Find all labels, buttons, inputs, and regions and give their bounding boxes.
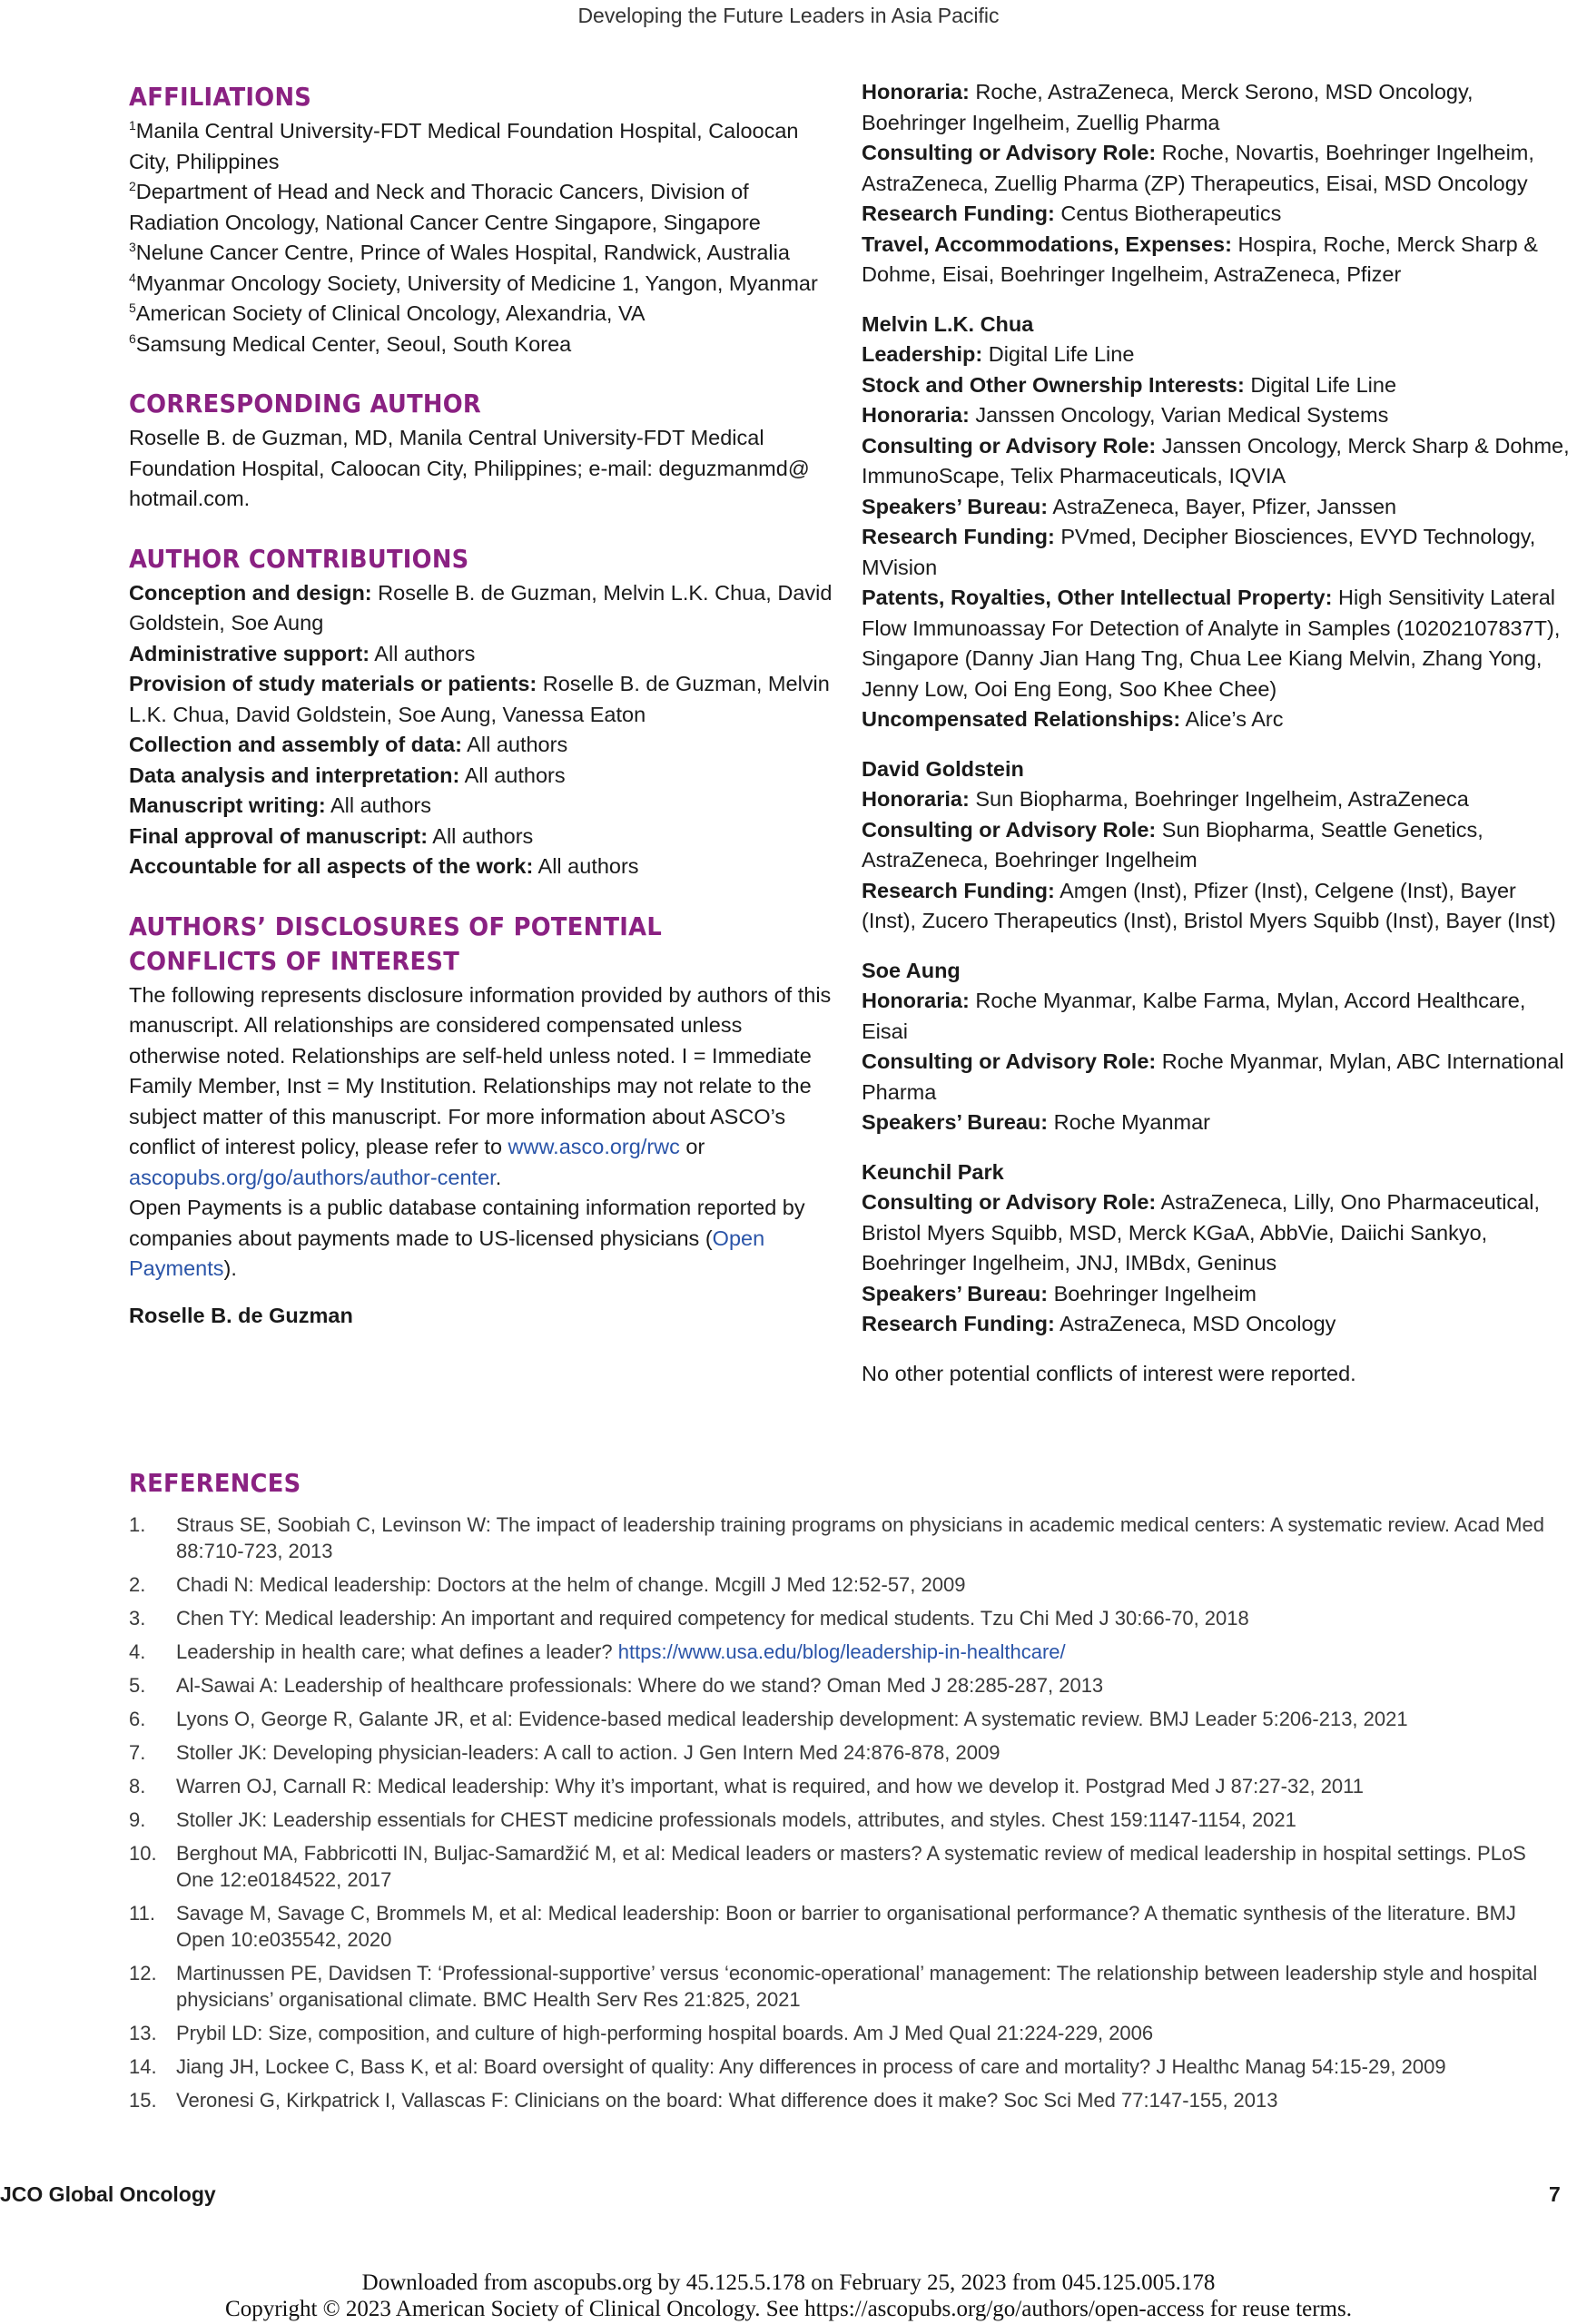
download-notice bbox=[0, 2270, 1577, 2322]
reference-item bbox=[129, 1512, 1563, 1564]
affiliation-number: 5 bbox=[129, 300, 136, 315]
item-value: Alice’s Arc bbox=[1185, 707, 1284, 731]
item-value: Roche, AstraZeneca, Merck Serono, MSD Oncology, Boehringer Ingelheim, Zuellig Pharma bbox=[862, 80, 1474, 134]
reference-text: Berghout MA, Fabbricotti IN, Buljac-Samardžić M, et al: Medical leaders or masters? A systematic review of medical leadership in hospital settings. PLoS One 12:e0184522, 2017 bbox=[176, 1842, 1526, 1891]
disclosure-item bbox=[862, 986, 1572, 1047]
reference-item bbox=[129, 1960, 1563, 2013]
contributions-heading: AUTHOR CONTRIBUTIONS bbox=[129, 543, 469, 574]
item-label: Honoraria: bbox=[862, 403, 970, 427]
item-label: Administrative support: bbox=[129, 641, 370, 665]
reference-text: Veronesi G, Kirkpatrick I, Vallascas F: Clinicians on the board: What difference does it make? Soc Sci Med 77:147-155, 2013 bbox=[176, 2089, 1278, 2112]
item-label: Research Funding: bbox=[862, 202, 1055, 225]
reference-number: 15. bbox=[129, 2089, 157, 2112]
affiliation-item bbox=[129, 238, 833, 269]
item-label: Provision of study materials or patients: bbox=[129, 672, 537, 695]
item-value: AstraZeneca, MSD Oncology bbox=[1060, 1312, 1336, 1335]
item-label: Consulting or Advisory Role: bbox=[862, 433, 1157, 458]
item-value: Digital Life Line bbox=[988, 342, 1135, 366]
item-value: PVmed, Decipher Biosciences, EVYD Technology, MVision bbox=[862, 525, 1536, 579]
disclosure-item bbox=[862, 492, 1572, 523]
reference-item bbox=[129, 1605, 1563, 1631]
affiliation-text: Department of Head and Neck and Thoracic Cancers, Division of Radiation Oncology, National Cancer Centre Singapore, Singapore bbox=[129, 180, 761, 234]
reference-item bbox=[129, 1571, 1563, 1598]
item-label: Research Funding: bbox=[862, 525, 1055, 548]
item-value: Janssen Oncology, Merck Sharp & Dohme, ImmunoScape, Telix Pharmaceuticals, IQVIA bbox=[862, 433, 1570, 487]
item-label: Honoraria: bbox=[862, 80, 970, 103]
item-label: Leadership: bbox=[862, 342, 983, 366]
disclosure-item bbox=[129, 669, 833, 730]
people-disclosures bbox=[862, 310, 1572, 1340]
disclosure-item bbox=[862, 230, 1572, 290]
affiliation-text: American Society of Clinical Oncology, Alexandria, VA bbox=[135, 301, 646, 325]
reference-item bbox=[129, 1706, 1563, 1732]
corresponding-text: Roselle B. de Guzman, MD, Manila Central University-FDT Medical Foundation Hospital, Caloocan City, Philippines; e-mail: deguzmanmd@ hotmail.com. bbox=[129, 426, 810, 510]
asco-rwc-link[interactable]: www.asco.org/rwc bbox=[508, 1135, 680, 1158]
running-head: Developing the Future Leaders in Asia Pacific bbox=[577, 4, 1000, 27]
disclosures-heading: AUTHORS’ DISCLOSURES OF POTENTIAL CONFLICTS OF INTEREST bbox=[129, 911, 663, 976]
item-value: All authors bbox=[432, 823, 534, 848]
item-label: Speakers’ Bureau: bbox=[862, 1110, 1049, 1134]
person-name: Keunchil Park bbox=[862, 1159, 1004, 1184]
reference-number: 7. bbox=[129, 1741, 146, 1764]
item-value: Amgen (Inst), Pfizer (Inst), Celgene (Inst), Bayer (Inst), Zucero Therapeutics (Inst), Bristol Myers Squibb (Inst), Bayer (Inst) bbox=[862, 878, 1556, 932]
disclosure-item bbox=[862, 1047, 1572, 1108]
person-disclosure bbox=[862, 956, 1572, 1138]
reference-number: 9. bbox=[129, 1808, 146, 1831]
corresponding-heading: CORRESPONDING AUTHOR bbox=[129, 389, 482, 419]
item-label: Manuscript writing: bbox=[129, 793, 326, 817]
affiliations-section bbox=[129, 80, 833, 359]
reference-item bbox=[129, 1900, 1563, 1953]
disclosure-item bbox=[862, 1279, 1572, 1310]
disclosures-text: The following represents disclosure information provided by authors of this manuscript. All relationships are considered compensated unless otherwise noted. Relationships are self-held unless noted. I = Immediate Family Member, Inst = My Institution. Relationships may not relate to the subject matter of this manuscript. For more information about ASCO’s conflict of interest policy, please refer to bbox=[129, 982, 832, 1158]
reference-text: Straus SE, Soobiah C, Levinson W: The impact of leadership training programs on physicians in academic medical centers: A systematic review. Acad Med 88:710-723, 2013 bbox=[176, 1513, 1544, 1562]
reference-text: Savage M, Savage C, Brommels M, et al: Medical leadership: Boon or barrier to organisational performance? A thematic synthesis of the literature. BMJ Open 10:e035542, 2020 bbox=[176, 1902, 1516, 1951]
affiliation-text: Manila Central University-FDT Medical Foundation Hospital, Caloocan City, Philippines bbox=[129, 119, 799, 173]
reference-number: 10. bbox=[129, 1842, 157, 1865]
disclosure-item bbox=[129, 822, 833, 852]
item-label: Final approval of manuscript: bbox=[129, 823, 429, 848]
disclosure-item bbox=[862, 704, 1572, 735]
affiliations-heading: AFFILIATIONS bbox=[129, 82, 312, 112]
person-disclosure bbox=[862, 1157, 1572, 1340]
reference-text: Stoller JK: Developing physician-leaders: A call to action. J Gen Intern Med 24:876-878, 2009 bbox=[176, 1741, 1000, 1764]
reference-item bbox=[129, 1840, 1563, 1893]
disclosure-item bbox=[862, 77, 1572, 138]
item-value: Roche Myanmar, Kalbe Farma, Mylan, Accord Healthcare, Eisai bbox=[862, 989, 1526, 1043]
period-text: . bbox=[495, 1165, 502, 1189]
disclosure-item bbox=[129, 761, 833, 792]
author-center-link[interactable]: ascopubs.org/go/authors/author-center bbox=[129, 1165, 496, 1189]
item-label: Uncompensated Relationships: bbox=[862, 707, 1181, 731]
reference-item bbox=[129, 1672, 1563, 1699]
corresponding-section bbox=[129, 387, 833, 515]
reference-number: 6. bbox=[129, 1708, 146, 1730]
disclosure-item bbox=[862, 370, 1572, 401]
item-value: Roselle B. de Guzman, Melvin L.K. Chua, David Goldstein, Soe Aung bbox=[129, 580, 833, 635]
disclosure-item bbox=[862, 340, 1572, 370]
disclosure-item bbox=[129, 791, 833, 822]
item-label: Accountable for all aspects of the work: bbox=[129, 854, 534, 878]
reference-item bbox=[129, 2020, 1563, 2046]
disclosure-item bbox=[862, 1309, 1572, 1340]
affiliation-text: Myanmar Oncology Society, University of Medicine 1, Yangon, Myanmar bbox=[135, 271, 818, 295]
reference-text: Chadi N: Medical leadership: Doctors at the helm of change. Mcgill J Med 12:52-57, 2009 bbox=[176, 1573, 966, 1596]
item-value: Centus Biotherapeutics bbox=[1060, 202, 1282, 225]
disclosure-item bbox=[129, 578, 833, 639]
reference-item bbox=[129, 1773, 1563, 1799]
item-value: Digital Life Line bbox=[1250, 372, 1397, 397]
or-text: or bbox=[679, 1135, 705, 1158]
item-value: High Sensitivity Lateral Flow Immunoassay For Detection of Analyte in Samples (10202107837T), Singapore (Danny Jian Hang Tng, Chua Lee Kiang Melvin, Zhang Yong, Jenny Low, Ooi Eng Eong, Soo Khee Chee) bbox=[862, 586, 1561, 701]
item-label: Conception and design: bbox=[129, 580, 372, 605]
item-value: Sun Biopharma, Boehringer Ingelheim, AstraZeneca bbox=[975, 787, 1469, 811]
disclosure-item bbox=[862, 138, 1572, 199]
contributions-section bbox=[129, 542, 833, 882]
item-label: Collection and assembly of data: bbox=[129, 733, 462, 756]
affiliation-item bbox=[129, 299, 833, 330]
contributions-list bbox=[129, 578, 833, 882]
person-name: Soe Aung bbox=[862, 958, 961, 982]
item-value: All authors bbox=[330, 793, 431, 817]
item-value: AstraZeneca, Lilly, Ono Pharmaceutical, Bristol Myers Squibb, MSD, Merck KGaA, AbbVie, Daiichi Sankyo, Boehringer Ingelheim, JNJ, IMBdx, Geninus bbox=[862, 1190, 1540, 1275]
affiliation-number: 1 bbox=[129, 118, 136, 133]
item-label: Patents, Royalties, Other Intellectual Property: bbox=[862, 586, 1333, 609]
reference-item bbox=[129, 1639, 1563, 1665]
item-value: Boehringer Ingelheim bbox=[1053, 1281, 1257, 1305]
item-label: Consulting or Advisory Role: bbox=[862, 1049, 1157, 1073]
left-column bbox=[129, 80, 833, 1358]
reference-number: 2. bbox=[129, 1573, 146, 1596]
item-label: Honoraria: bbox=[862, 787, 970, 811]
reference-number: 4. bbox=[129, 1640, 146, 1663]
disclosure-item bbox=[862, 815, 1572, 876]
reference-item bbox=[129, 1807, 1563, 1833]
affiliation-number: 3 bbox=[129, 240, 136, 254]
disclosure-item bbox=[862, 431, 1572, 492]
reference-number: 11. bbox=[129, 1902, 155, 1925]
closing-statement: No other potential conflicts of interest were reported. bbox=[862, 1361, 1356, 1385]
disclosure-item bbox=[862, 583, 1572, 704]
reference-number: 12. bbox=[129, 1962, 157, 1984]
affiliation-item bbox=[129, 269, 833, 300]
affiliation-item bbox=[129, 177, 833, 238]
item-label: Consulting or Advisory Role: bbox=[862, 141, 1157, 164]
references-list bbox=[129, 1512, 1563, 2113]
item-value: Hospira, Roche, Merck Sharp & Dohme, Eisai, Boehringer Ingelheim, AstraZeneca, Pfizer bbox=[862, 231, 1538, 286]
item-value: All authors bbox=[374, 641, 476, 665]
item-label: Speakers’ Bureau: bbox=[862, 1281, 1049, 1305]
item-value: AstraZeneca, Bayer, Pfizer, Janssen bbox=[1052, 494, 1397, 518]
item-label: Consulting or Advisory Role: bbox=[862, 1190, 1157, 1214]
person-disclosure bbox=[862, 310, 1572, 735]
disclosure-item bbox=[862, 199, 1572, 230]
reference-item bbox=[129, 2087, 1563, 2113]
page-number: 7 bbox=[1549, 2182, 1561, 2206]
item-label: Research Funding: bbox=[862, 878, 1055, 902]
item-value: All authors bbox=[467, 733, 568, 756]
disclosure-item bbox=[862, 784, 1572, 815]
reference-text: Al-Sawai A: Leadership of healthcare professionals: Where do we stand? Oman Med J 28:285-287, 2013 bbox=[176, 1674, 1104, 1697]
reference-number: 8. bbox=[129, 1775, 146, 1797]
reference-link[interactable]: https://www.usa.edu/blog/leadership-in-healthcare/ bbox=[617, 1640, 1066, 1663]
references-heading: REFERENCES bbox=[129, 1468, 301, 1498]
item-value: All authors bbox=[537, 854, 639, 878]
item-value: Roche Myanmar bbox=[1053, 1110, 1211, 1134]
affiliation-number: 4 bbox=[129, 270, 136, 285]
close-paren-text: ). bbox=[223, 1256, 237, 1280]
reference-text: Prybil LD: Size, composition, and culture of high-performing hospital boards. Am J Med Qual 21:224-229, 2006 bbox=[176, 2022, 1154, 2044]
journal-name: JCO Global Oncology bbox=[0, 2182, 216, 2206]
disclosures-section bbox=[129, 910, 833, 1332]
disclosure-item bbox=[862, 522, 1572, 583]
person-name: David Goldstein bbox=[862, 756, 1024, 781]
reference-text: Stoller JK: Leadership essentials for CHEST medicine professionals models, attributes, and styles. Chest 159:1147-1154, 2021 bbox=[176, 1808, 1296, 1831]
item-label: Honoraria: bbox=[862, 989, 970, 1012]
item-label: Research Funding: bbox=[862, 1312, 1055, 1335]
item-value: Janssen Oncology, Varian Medical Systems bbox=[975, 403, 1389, 427]
right-column bbox=[862, 77, 1572, 1389]
item-label: Stock and Other Ownership Interests: bbox=[862, 372, 1245, 397]
open-payments-link[interactable]: Open Payments bbox=[129, 1226, 765, 1280]
affiliation-number: 2 bbox=[129, 179, 136, 193]
item-value: Roche, Novartis, Boehringer Ingelheim, AstraZeneca, Zuellig Pharma (ZP) Therapeutics, Eisai, MSD Oncology bbox=[862, 141, 1534, 195]
disclosure-item bbox=[129, 730, 833, 761]
open-payments-paragraph bbox=[129, 1193, 833, 1285]
reference-item bbox=[129, 2053, 1563, 2080]
affiliation-item bbox=[129, 116, 833, 177]
reference-item bbox=[129, 1739, 1563, 1766]
reference-number: 14. bbox=[129, 2055, 157, 2078]
reference-text: Jiang JH, Lockee C, Bass K, et al: Board oversight of quality: Any differences in process of care and mortality? J Healthc Manag 54:15-29, 2009 bbox=[176, 2055, 1446, 2078]
item-label: Speakers’ Bureau: bbox=[862, 494, 1049, 518]
reference-number: 5. bbox=[129, 1674, 146, 1697]
reference-text: Leadership in health care; what defines a leader? https://www.usa.edu/blog/leadership-in-healthcare/ bbox=[176, 1640, 1066, 1663]
disclosure-item bbox=[862, 400, 1572, 431]
affiliation-item bbox=[129, 330, 833, 360]
person-name: Melvin L.K. Chua bbox=[862, 311, 1034, 336]
item-value: Roche Myanmar, Mylan, ABC International Pharma bbox=[862, 1049, 1564, 1104]
disclosure-item bbox=[129, 852, 833, 882]
affiliations-list bbox=[129, 116, 833, 359]
reference-text: Warren OJ, Carnall R: Medical leadership: Why it’s important, what is required, and how we develop it. Postgrad Med J 87:27-32, 2011 bbox=[176, 1775, 1365, 1797]
disclosure-item bbox=[862, 876, 1572, 937]
reference-number: 1. bbox=[129, 1513, 146, 1536]
disclosure-item bbox=[862, 1108, 1572, 1138]
reference-text: Chen TY: Medical leadership: An important and required competency for medical students. Tzu Chi Med J 30:66-70, 2018 bbox=[176, 1607, 1249, 1630]
affiliation-text: Samsung Medical Center, Seoul, South Korea bbox=[135, 331, 572, 356]
disclosure-item bbox=[862, 1187, 1572, 1279]
affiliation-number: 6 bbox=[129, 330, 136, 346]
disclosure-item bbox=[129, 639, 833, 670]
reference-number: 3. bbox=[129, 1607, 146, 1630]
item-label: Consulting or Advisory Role: bbox=[862, 817, 1157, 842]
item-label: Data analysis and interpretation: bbox=[129, 763, 460, 787]
item-label: Travel, Accommodations, Expenses: bbox=[862, 231, 1232, 256]
first-person-disclosures bbox=[862, 77, 1572, 290]
reference-text: Martinussen PE, Davidsen T: ‘Professional-supportive’ versus ‘economic-operational’ management: The relationship between leadership style and hospital physicians’ organisational climate. BMC Health Serv Res 21:825, 2021 bbox=[176, 1962, 1538, 2011]
references-section bbox=[129, 1466, 1563, 2121]
first-person-name: Roselle B. de Guzman bbox=[129, 1303, 353, 1327]
disclosures-paragraph bbox=[129, 980, 833, 1194]
reference-text: Lyons O, George R, Galante JR, et al: Evidence-based medical leadership development: A systematic review. BMJ Leader 5:206-213, 2021 bbox=[176, 1708, 1408, 1730]
affiliation-text: Nelune Cancer Centre, Prince of Wales Hospital, Randwick, Australia bbox=[135, 241, 790, 264]
item-value: Sun Biopharma, Seattle Genetics, AstraZeneca, Boehringer Ingelheim bbox=[862, 817, 1483, 872]
copyright-line: Copyright © 2023 American Society of Clinical Oncology. See https://ascopubs.org/go/authors/open-access for reuse terms. bbox=[225, 2297, 1352, 2321]
item-value: All authors bbox=[464, 763, 566, 787]
item-value: Roselle B. de Guzman, Melvin L.K. Chua, David Goldstein, Soe Aung, Vanessa Eaton bbox=[129, 672, 830, 726]
person-disclosure bbox=[862, 754, 1572, 937]
open-payments-text: Open Payments is a public database containing information reported by companies about payments made to US-licensed physicians ( bbox=[129, 1196, 805, 1250]
download-line: Downloaded from ascopubs.org by 45.125.5.178 on February 25, 2023 from 045.125.005.178 bbox=[361, 2270, 1216, 2295]
reference-number: 13. bbox=[129, 2022, 157, 2044]
